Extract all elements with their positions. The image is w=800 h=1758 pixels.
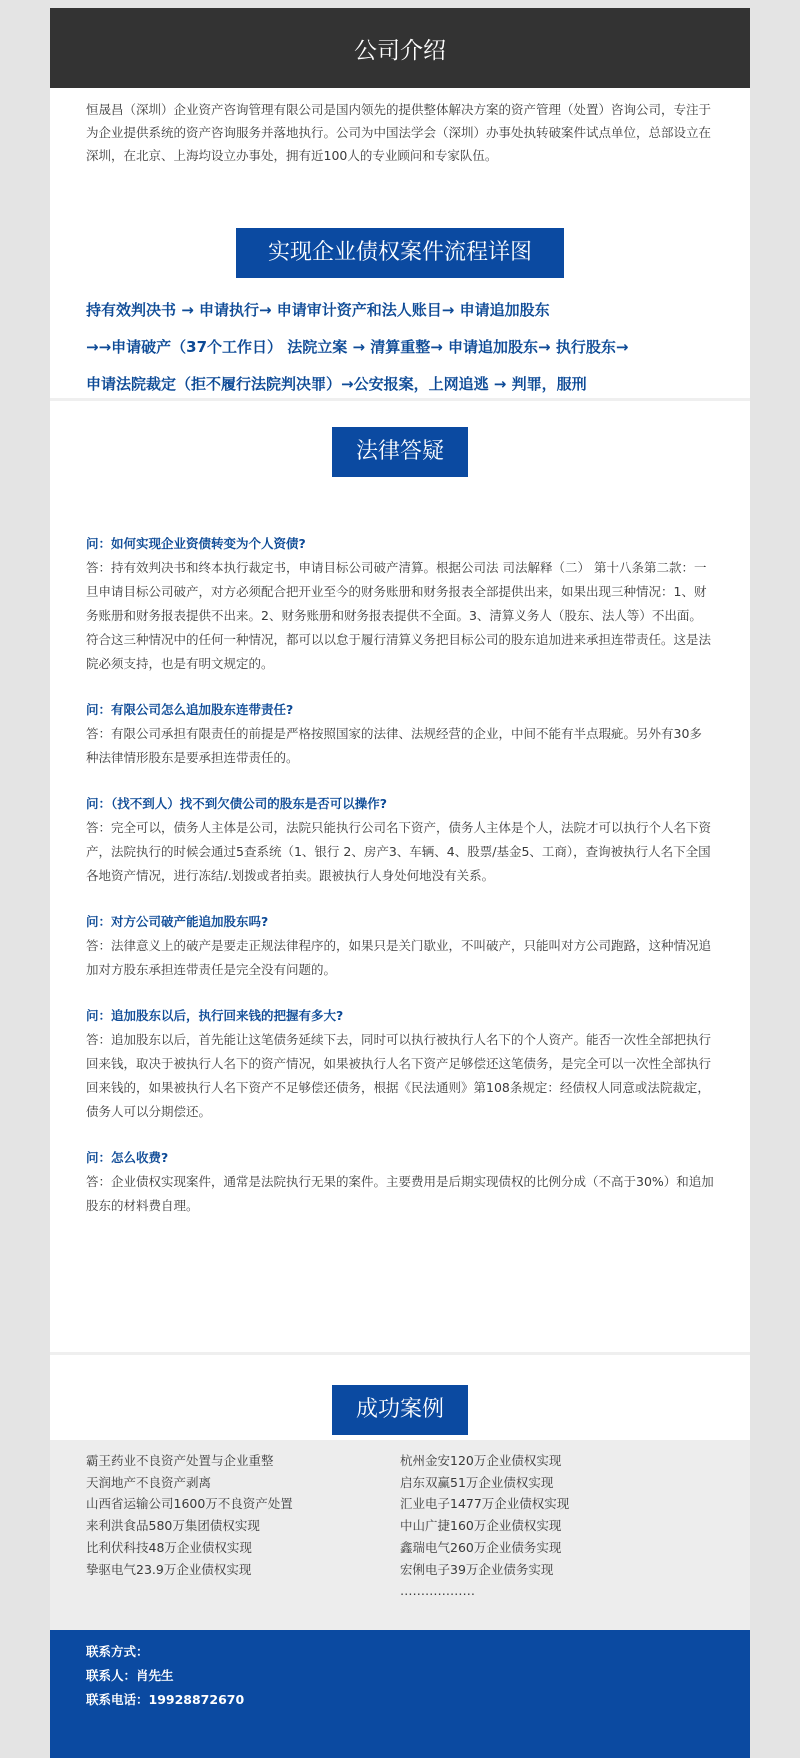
- case-item: 鑫瑞电气260万企业债务实现: [400, 1539, 562, 1555]
- case-item: 启东双赢51万企业债权实现: [400, 1474, 554, 1490]
- case-item: 山西省运输公司1600万不良资产处置: [86, 1496, 293, 1512]
- answer: 答：追加股东以后，首先能让这笔债务延续下去，同时可以执行被执行人名下的个人资产。能否一次性全部把执行回来钱，取决于被执行人名下的资产情况，如果被执行人名下资产足够偿还这笔债务，是完全可以一次性全部执行回来钱的，如果被执行人名下资产不足够偿还债务，根据《民法通则》第108条规定：经债权人同意或法院裁定，债务人可以分期偿还。: [86, 1032, 712, 1119]
- case-item: 宏俐电子39万企业债务实现: [400, 1561, 554, 1577]
- qa-item: [86, 910, 714, 982]
- cases-section-title: 成功案例: [332, 1385, 468, 1435]
- page-title: 公司介绍: [354, 37, 446, 64]
- answer: 答：法律意义上的破产是要走正规法律程序的，如果只是关门歇业，不叫破产，只能叫对方公司跑路，这种情况追加对方股东承担连带责任是完全没有问题的。: [86, 938, 712, 977]
- question: 问：追加股东以后，执行回来钱的把握有多大?: [86, 1008, 344, 1023]
- case-item: 挚驱电气23.9万企业债权实现: [86, 1561, 252, 1577]
- cases-list: [50, 1440, 750, 1630]
- qa-item: [86, 698, 714, 770]
- company-intro: 恒晟昌（深圳）企业资产咨询管理有限公司是国内领先的提供整体解决方案的资产管理（处置）咨询公司，专注于为企业提供系统的资产咨询服务并落地执行。公司为中国法学会（深圳）办事处执转破案件试点单位，总部设立在深圳，在北京、上海均设立办事处，拥有近100人的专业顾问和专家队伍。: [86, 102, 712, 163]
- question: 问：如何实现企业资债转变为个人资债?: [86, 536, 306, 551]
- page-header: [50, 8, 750, 88]
- flow-steps: [50, 278, 750, 398]
- contact-phone: 联系电话：19928872670: [86, 1692, 245, 1707]
- law-section-title: 法律答疑: [332, 427, 468, 477]
- cases-left-column: [86, 1450, 400, 1630]
- answer: 答：有限公司承担有限责任的前提是严格按照国家的法律、法规经营的企业，中间不能有半点瑕疵。另外有30多种法律情形股东是要承担连带责任的。: [86, 726, 702, 765]
- flow-line-1: 持有效判决书 → 申请执行→ 申请审计资产和法人账目→ 申请追加股东: [86, 301, 550, 319]
- flow-section-title: 实现企业债权案件流程详图: [236, 228, 564, 278]
- case-item: 来利洪食品580万集团债权实现: [86, 1518, 260, 1534]
- case-item: 杭州金安120万企业债权实现: [400, 1453, 562, 1468]
- case-item: 汇业电子1477万企业债权实现: [400, 1496, 570, 1512]
- qa-item: [86, 1146, 714, 1218]
- answer: 答：持有效判决书和终本执行裁定书，申请目标公司破产清算。根据公司法 司法解释（二） 第十八条第二款：一旦申请目标公司破产，对方必须配合把开业至今的财务账册和财务报表全部提供出来，如果出现三种情况：1、财务账册和财务报表提供不出来。2、财务账册和财务报表提供不全面。3、清算义务人（股东、法人等）不出面。符合这三种情况中的任何一种情况，都可以以怠于履行清算义务把目标公司的股东追加进来承担连带责任。这是法院必须支持，也是有明文规定的。: [86, 560, 712, 671]
- cases-right-column: [400, 1450, 714, 1630]
- page-container: [50, 8, 750, 1739]
- answer: 答：完全可以，债务人主体是公司，法院只能执行公司名下资产，债务人主体是个人，法院才可以执行个人名下资产，法院执行的时候会通过5查系统（1、银行 2、房产3、车辆、4、股票/基金5、工商），查询被执行人名下全国各地资产情况，进行冻结/.划拨或者拍卖。跟被执行人身处何地没有关系。: [86, 820, 712, 883]
- qa-item: [86, 792, 714, 888]
- question: 问：怎么收费?: [86, 1150, 169, 1165]
- question: 问：（找不到人）找不到欠债公司的股东是否可以操作?: [86, 796, 388, 811]
- case-item: 天润地产不良资产剥离: [86, 1474, 212, 1490]
- qa-list: [50, 477, 750, 1352]
- contact-label: 联系方式：: [86, 1644, 149, 1659]
- case-item: 霸王药业不良资产处置与企业重整: [86, 1453, 274, 1468]
- case-item: 中山广捷160万企业债权实现: [400, 1518, 562, 1534]
- qa-item: [86, 1004, 714, 1124]
- flow-line-3: 申请法院裁定（拒不履行法院判决罪）→公安报案，上网追逃 → 判罪，服刑: [86, 375, 587, 393]
- question: 问：有限公司怎么追加股东连带责任?: [86, 702, 294, 717]
- question: 问：对方公司破产能追加股东吗?: [86, 914, 269, 929]
- case-item: 比利伏科技48万企业债权实现: [86, 1539, 252, 1555]
- qa-item: [86, 532, 714, 676]
- flow-line-2: →→申请破产（37个工作日） 法院立案 → 清算重整→ 申请追加股东→ 执行股东→: [86, 338, 629, 356]
- case-more: ………………: [400, 1583, 475, 1599]
- contact-person: 联系人：肖先生: [86, 1668, 174, 1683]
- answer: 答：企业债权实现案件，通常是法院执行无果的案件。主要费用是后期实现债权的比例分成（不高于30%）和追加股东的材料费自理。: [86, 1174, 714, 1213]
- section-divider: [50, 1352, 750, 1355]
